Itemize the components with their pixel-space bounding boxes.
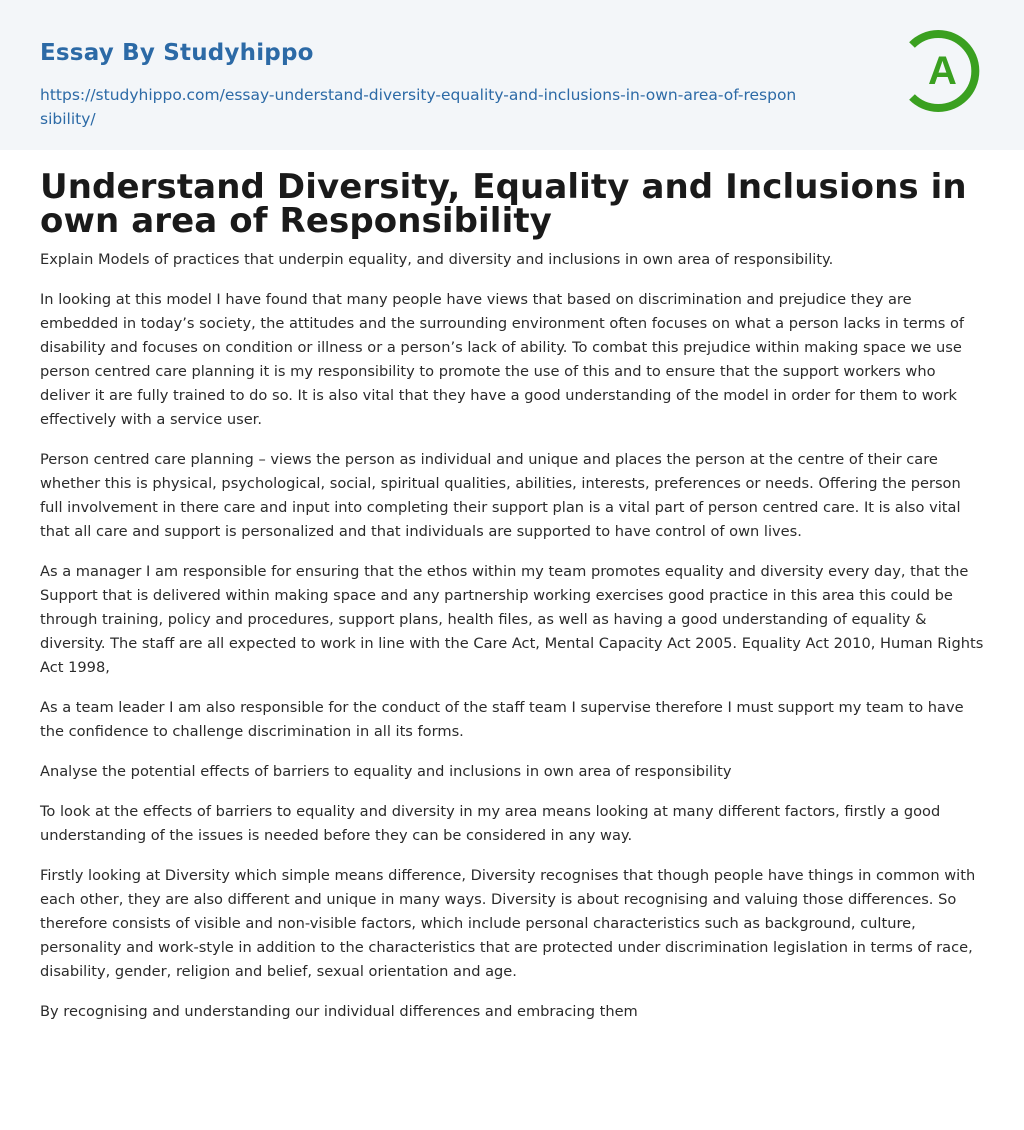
brand-title[interactable]: Essay By Studyhippo <box>40 40 314 66</box>
paragraph-9: By recognising and understanding our individual differences and embracing them <box>40 1003 638 1020</box>
paragraph-6: Analyse the potential effects of barriers to equality and inclusions in own area of responsibility <box>40 763 732 780</box>
paragraph-5: As a team leader I am also responsible for the conduct of the staff team I supervise therefore I must support my team to have the confidence to challenge discrimination in all its forms. <box>40 699 964 740</box>
site-header <box>0 0 1024 150</box>
paragraph-2: In looking at this model I have found that many people have views that based on discrimination and prejudice they are embedded in today’s society, the attitudes and the surrounding environment often focuses on what a person lacks in terms of disability and focuses on condition or illness or a person’s lack of ability. To combat this prejudice within making space we use person centred care planning it is my responsibility to promote the use of this and to ensure that the support workers who deliver it are fully trained to do so. It is also vital that they have a good understanding of the model in order for them to work effectively with a service user. <box>40 291 965 428</box>
paragraph-7: To look at the effects of barriers to equality and diversity in my area means looking at many different factors, firstly a good understanding of the issues is needed before they can be considered in any way. <box>40 803 941 844</box>
essay-url-link[interactable]: https://studyhippo.com/essay-understand-diversity-equality-and-inclusions-in-own-area-of-responsibility/ <box>40 86 797 128</box>
article-body <box>0 150 1024 1024</box>
logo-letter: A <box>928 49 957 93</box>
paragraph-4: As a manager I am responsible for ensuring that the ethos within my team promotes equality and diversity every day, that the Support that is delivered within making space and any partnership working exercises good practice in this area this could be through training, policy and procedures, support plans, health files, as well as having a good understanding of equality & diversity. The staff are all expected to work in line with the Care Act, Mental Capacity Act 2005. Equality Act 2010, Human Rights Act 1998, <box>40 563 984 676</box>
paragraph-3: Person centred care planning – views the person as individual and unique and places the person at the centre of their care whether this is physical, psychological, social, spiritual qualities, abilities, interests, preferences or needs. Offering the person full involvement in there care and input into completing their support plan is a vital part of person centred care. It is also vital that all care and support is personalized and that individuals are supported to have control of own lives. <box>40 451 961 540</box>
paragraph-8: Firstly looking at Diversity which simple means difference, Diversity recognises that though people have things in common with each other, they are also different and unique in many ways. Diversity is about recognising and valuing those differences. So therefore consists of visible and non-visible factors, which include personal characteristics such as background, culture, personality and work-style in addition to the characteristics that are protected under discrimination legislation in terms of race, disability, gender, religion and belief, sexual orientation and age. <box>40 867 976 980</box>
page-title: Understand Diversity, Equality and Inclusions in own area of Responsibility <box>40 167 967 241</box>
paragraph-1: Explain Models of practices that underpin equality, and diversity and inclusions in own area of responsibility. <box>40 251 834 268</box>
studyhippo-logo-icon[interactable] <box>900 28 986 114</box>
